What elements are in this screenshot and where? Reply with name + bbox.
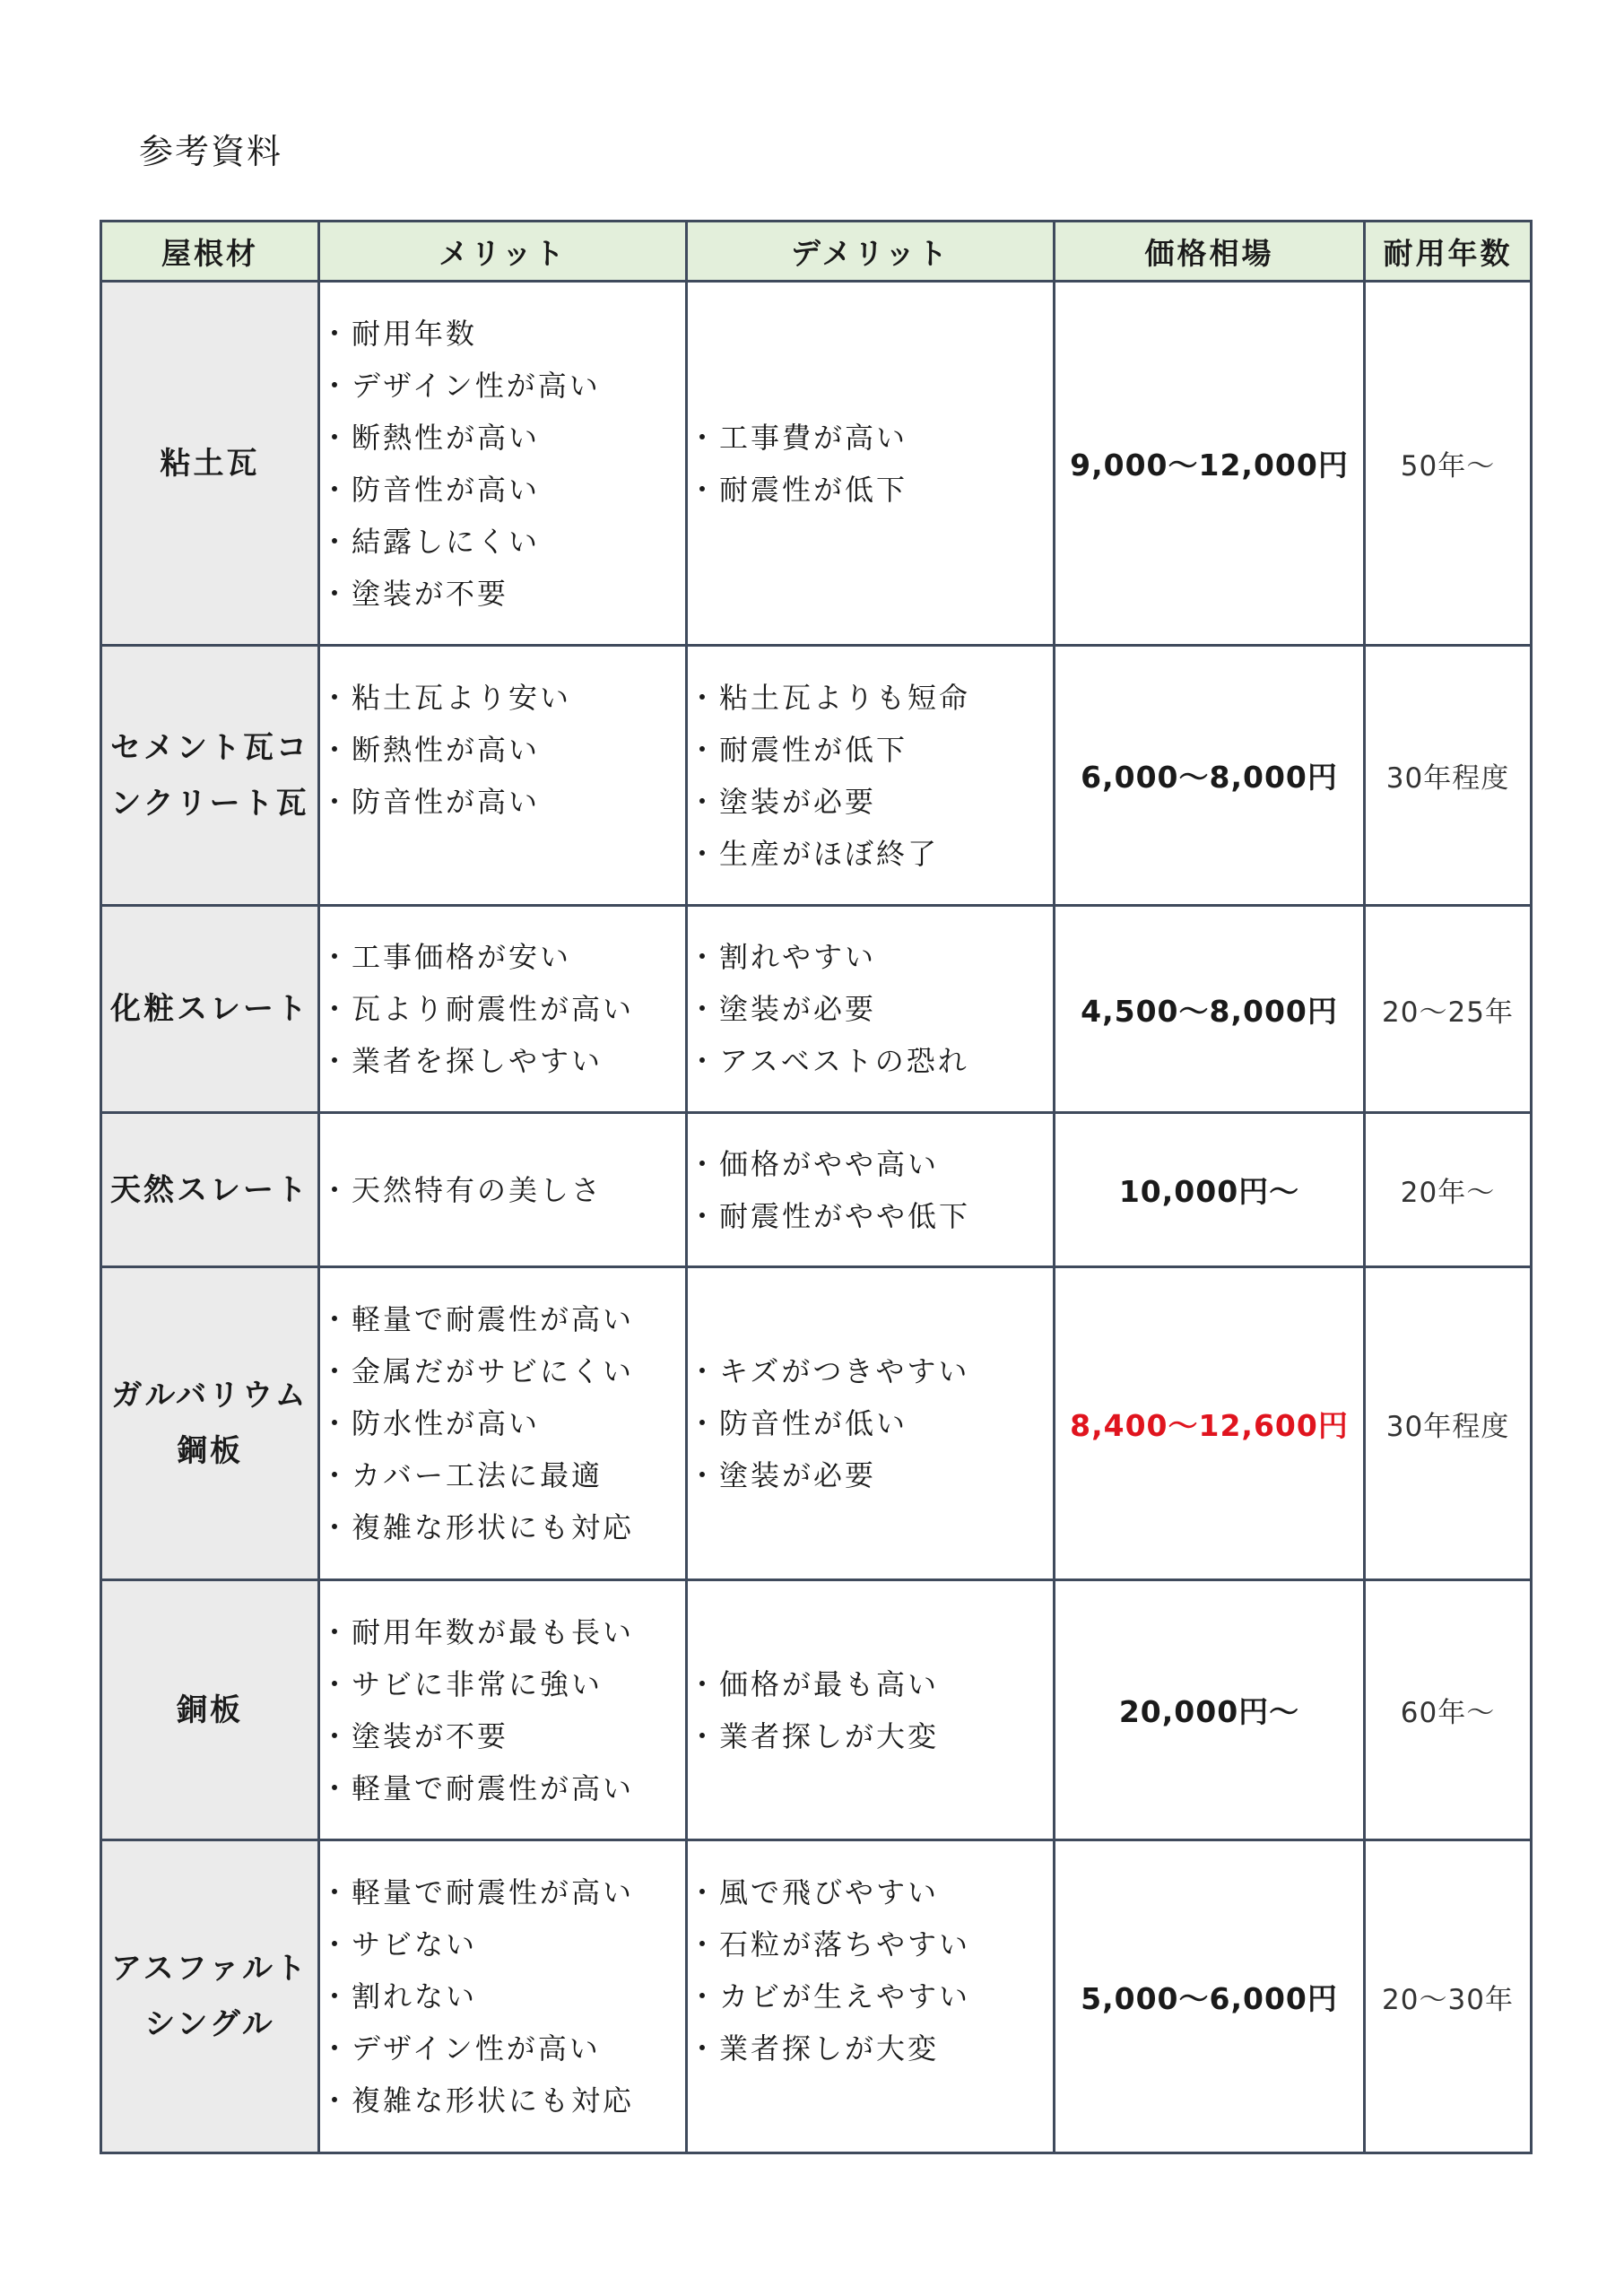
merit-item: ・瓦より耐震性が高い (320, 992, 635, 1026)
table-row (101, 1267, 1532, 1580)
price-cell: 4,500〜8,000円 (1055, 906, 1365, 1113)
demerit-item: ・カビが生えやすい (688, 1979, 971, 2013)
demerit-item: ・業者探しが大変 (688, 1718, 940, 1753)
merit-item: ・天然特有の美しさ (320, 1172, 604, 1207)
demerit-item: ・塗装が必要 (688, 992, 877, 1026)
merit-item: ・結露しにくい (320, 524, 541, 559)
header-demerits: デメリット (687, 222, 1055, 282)
table-row (101, 646, 1532, 906)
merit-item: ・塗装が不要 (320, 1718, 509, 1753)
merits-cell (319, 1840, 687, 2153)
merit-item: ・カバー工法に最適 (320, 1458, 604, 1492)
merit-item: ・防音性が高い (320, 472, 541, 507)
merit-item: ・断熱性が高い (320, 420, 541, 455)
header-lifespan: 耐用年数 (1365, 222, 1532, 282)
merit-item: ・サビない (320, 1927, 478, 1961)
merits-cell (319, 1113, 687, 1267)
header-material: 屋根材 (101, 222, 319, 282)
merit-item: ・デザイン性が高い (320, 368, 601, 403)
demerit-item: ・塗装が必要 (688, 784, 877, 819)
material-cell: 銅板 (101, 1580, 319, 1840)
lifespan-cell: 60年〜 (1365, 1580, 1532, 1840)
demerit-item: ・キズがつきやすい (688, 1354, 970, 1388)
demerits-cell (687, 1840, 1055, 2153)
merit-item: ・防水性が高い (320, 1406, 541, 1440)
material-cell: 化粧スレート (101, 906, 319, 1113)
merit-item: ・業者を探しやすい (320, 1044, 604, 1078)
price-cell: 6,000〜8,000円 (1055, 646, 1365, 906)
merit-item: ・工事価格が安い (320, 940, 572, 974)
demerits-cell (687, 646, 1055, 906)
merit-item: ・軽量で耐震性が高い (320, 1875, 635, 1909)
price-cell: 10,000円〜 (1055, 1113, 1365, 1267)
demerit-item: ・耐震性が低下 (688, 472, 908, 507)
merit-item: ・防音性が高い (320, 785, 541, 819)
demerit-item: ・石粒が落ちやすい (688, 1927, 971, 1961)
material-cell: 粘土瓦 (101, 282, 319, 646)
material-cell: セメント瓦コンクリート瓦 (101, 646, 319, 906)
table-row (101, 282, 1532, 646)
material-cell: ガルバリウム鋼板 (101, 1267, 319, 1580)
demerit-item: ・工事費が高い (688, 420, 908, 455)
demerit-item: ・業者探しが大変 (688, 2031, 940, 2066)
price-cell: 20,000円〜 (1055, 1580, 1365, 1840)
material-cell: アスファルトシングル (101, 1840, 319, 2153)
merits-cell (319, 1267, 687, 1580)
header-merits: メリット (319, 222, 687, 282)
demerits-cell (687, 282, 1055, 646)
merit-item: ・粘土瓦より安い (320, 681, 572, 715)
merit-item: ・耐用年数 (320, 316, 478, 351)
demerit-item: ・アスベストの恐れ (688, 1044, 969, 1078)
demerits-cell (687, 906, 1055, 1113)
demerit-item: ・風で飛びやすい (688, 1875, 940, 1909)
table-row (101, 1580, 1532, 1840)
merit-item: ・複雑な形状にも対応 (320, 2083, 635, 2118)
merit-item: ・割れない (320, 1979, 478, 2013)
merit-item: ・複雑な形状にも対応 (320, 1510, 635, 1544)
merit-item: ・断熱性が高い (320, 733, 541, 767)
document-title: 参考資料 (139, 132, 283, 171)
lifespan-cell: 30年程度 (1365, 646, 1532, 906)
lifespan-cell: 50年〜 (1365, 282, 1532, 646)
lifespan-cell: 20〜30年 (1365, 1840, 1532, 2153)
lifespan-cell: 20〜25年 (1365, 906, 1532, 1113)
merit-item: ・金属だがサビにくい (320, 1354, 635, 1388)
demerit-item: ・価格がやや高い (688, 1146, 940, 1181)
lifespan-cell: 30年程度 (1365, 1267, 1532, 1580)
merit-item: ・軽量で耐震性が高い (320, 1302, 635, 1336)
demerits-cell (687, 1267, 1055, 1580)
header-price: 価格相場 (1055, 222, 1365, 282)
lifespan-cell: 20年〜 (1365, 1113, 1532, 1267)
merits-cell (319, 1580, 687, 1840)
demerit-item: ・塗装が必要 (688, 1458, 877, 1492)
merit-item: ・耐用年数が最も長い (320, 1614, 635, 1649)
merits-cell (319, 906, 687, 1113)
demerit-item: ・価格が最も高い (688, 1666, 940, 1701)
demerit-item: ・生産がほぼ終了 (688, 836, 940, 871)
demerit-item: ・耐震性がやや低下 (688, 1198, 971, 1233)
price-cell-highlighted: 8,400〜12,600円 (1055, 1267, 1365, 1580)
price-cell: 5,000〜6,000円 (1055, 1840, 1365, 2153)
demerits-cell (687, 1580, 1055, 1840)
demerit-item: ・防音性が低い (688, 1406, 908, 1440)
merits-cell (319, 282, 687, 646)
merit-item: ・軽量で耐震性が高い (320, 1770, 635, 1805)
table-header-row (101, 222, 1532, 282)
demerit-item: ・割れやすい (688, 940, 877, 974)
merits-cell (319, 646, 687, 906)
table-row (101, 1113, 1532, 1267)
roofing-comparison-table (100, 220, 1533, 2154)
merit-item: ・サビに非常に強い (320, 1666, 604, 1701)
table-row (101, 906, 1532, 1113)
demerits-cell (687, 1113, 1055, 1267)
merit-item: ・デザイン性が高い (320, 2031, 601, 2066)
material-cell: 天然スレート (101, 1113, 319, 1267)
price-cell: 9,000〜12,000円 (1055, 282, 1365, 646)
demerit-item: ・耐震性が低下 (688, 732, 908, 767)
demerit-item: ・粘土瓦よりも短命 (688, 680, 971, 715)
merit-item: ・塗装が不要 (320, 576, 509, 611)
table-row (101, 1840, 1532, 2153)
